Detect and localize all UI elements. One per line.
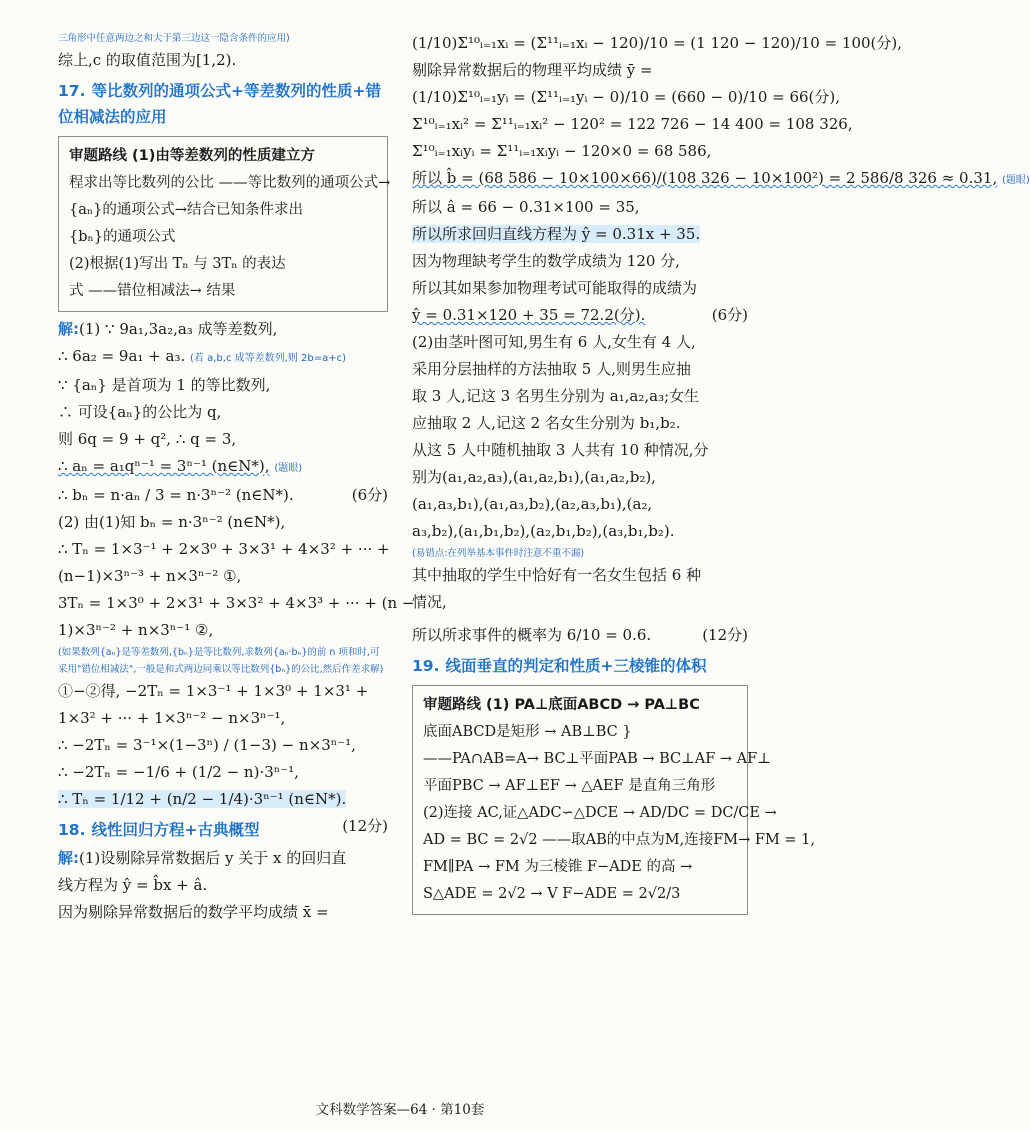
solution-label: 解: [58, 320, 79, 338]
q18-solution-line: 解:(1)设剔除异常数据后 y 关于 x 的回归直 [58, 849, 347, 867]
q19-route-line: 审题路线 (1) PA⊥底面ABCD → PA⊥BC [423, 697, 700, 713]
q18-continued-line: (1/10)Σ¹⁰ᵢ₌₁xᵢ = (Σ¹¹ᵢ₌₁xᵢ − 120)/10 = (1 120 − 120)/10 = 100(分), [412, 34, 903, 52]
q19-route-line: S△ADE = 2√2 → V F−ADE = 2√2/3 [423, 886, 681, 902]
q19-route-line: FM∥PA → FM 为三棱锥 F−ADE 的高 → [423, 859, 693, 875]
q17-solution-line: ∴ 可设{aₙ}的公比为 q, [58, 403, 222, 421]
q17-note-eq: (若 a,b,c 成等差数列,则 2b=a+c) [190, 353, 346, 364]
q17-route-line: 式 ——错位相减法→ 结果 [69, 283, 236, 299]
q18-continued-line: 剔除异常数据后的物理平均成绩 ȳ = [412, 61, 653, 79]
q17-score-12: (12分) [342, 817, 388, 835]
q18-continued-line: Σ¹⁰ᵢ₌₁xᵢ² = Σ¹¹ᵢ₌₁xᵢ² − 120² = 122 726 − 14 400 = 108 326, [412, 115, 853, 133]
q19-number: 19. [412, 657, 440, 675]
q19-route-line: 底面ABCD是矩形 → AB⊥BC } [423, 724, 632, 740]
q17-solution-line: ∴ 6a₂ = 9a₁ + a₃. (若 a,b,c 成等差数列,则 2b=a+c) [58, 347, 346, 365]
q17-solution-line: 解:(1) ∵ 9a₁,3a₂,a₃ 成等差数列, [58, 320, 278, 338]
q17-route-line: (2)根据(1)写出 Tₙ 与 3Tₙ 的表达 [69, 256, 286, 272]
q18-continued-line: (a₁,a₃,b₁),(a₁,a₃,b₂),(a₂,a₃,b₁),(a₂, [412, 495, 653, 513]
q18-continued-line: (2)由茎叶图可知,男生有 6 人,女生有 4 人, [412, 333, 696, 351]
q18-score-6: (6分) [711, 306, 748, 324]
q18-number: 18. [58, 821, 86, 839]
q17-solution-line: (2) 由(1)知 bₙ = n·3ⁿ⁻² (n∈N*), [58, 513, 286, 531]
q17-solution-line: ∴ Tₙ = 1×3⁻¹ + 2×3⁰ + 3×3¹ + 4×3² + ··· + [58, 540, 390, 558]
q17-heading [58, 78, 388, 130]
q19-route-line: 平面PBC → AF⊥EF → △AEF 是直角三角形 [423, 778, 716, 794]
q17-score-6: (6分) [351, 486, 388, 504]
q17-route-line: 程求出等比数列的公比 ——等比数列的通项公式→ [69, 175, 391, 191]
q18-continued-line: 情况, [412, 593, 447, 611]
q18-continued-line: 所以 b̂ = (68 586 − 10×100×66)/(108 326 − 10×100²) = 2 586/8 326 ≈ 0.31, (题眼) [412, 169, 1030, 187]
q18-continued-line: a₃,b₂),(a₁,b₁,b₂),(a₂,b₁,b₂),(a₃,b₁,b₂). [412, 522, 675, 540]
q19-route-line: ——PA∩AB=A→ BC⊥平面PAB → BC⊥AF → AF⊥ [423, 751, 771, 767]
q17-title-line1: 等比数列的通项公式+等差数列的性质+错 [91, 82, 381, 100]
q17-solution-line: (n−1)×3ⁿ⁻³ + n×3ⁿ⁻² ①, [58, 567, 242, 585]
q18-solution-line: 因为剔除异常数据后的数学平均成绩 x̄ = [58, 903, 329, 921]
q17-note-key: (题眼) [274, 463, 303, 474]
solution-label: 解: [58, 849, 79, 867]
q17-solution-line: 1)×3ⁿ⁻² + n×3ⁿ⁻¹ ②, [58, 621, 214, 639]
q18-continued-line: Σ¹⁰ᵢ₌₁xᵢyᵢ = Σ¹¹ᵢ₌₁xᵢyᵢ − 120×0 = 68 586, [412, 142, 712, 160]
page-footer: 文科数学答案—64 · 第10套 [315, 1102, 485, 1118]
q18-continued-line: 取 3 人,记这 3 名男生分别为 a₁,a₂,a₃;女生 [412, 387, 700, 405]
q17-number: 17. [58, 82, 86, 100]
q19-heading [412, 653, 748, 679]
q18-continued-line: 别为(a₁,a₂,a₃),(a₁,a₂,b₁),(a₁,a₂,b₂), [412, 468, 656, 486]
q17-note-long: (如果数列{aₙ}是等差数列,{bₙ}是等比数列,求数列{aₙ·bₙ}的前 n 项和时,可采用"错位相减法",一般是和式两边同乘以等比数列{bₙ}的公比,然后作差求解) [58, 647, 384, 675]
q19-route-box [412, 685, 816, 915]
left-column [58, 30, 415, 926]
q17-title-line2: 位相减法的应用 [58, 108, 167, 126]
q17-solution-line: 则 6q = 9 + q², ∴ q = 3, [58, 430, 237, 448]
q17-solution-line: ∴ −2Tₙ = −1/6 + (1/2 − n)·3ⁿ⁻¹, [58, 763, 299, 781]
q17-solution-line: ∴ Tₙ = 1/12 + (n/2 − 1/4)·3ⁿ⁻¹ (n∈N*). (12分) [58, 786, 388, 813]
q19-route-line: (2)连接 AC,证△ADC∽△DCE → AD/DC = DC/CE → [423, 805, 777, 821]
q17-route-line: {bₙ}的通项公式 [69, 229, 176, 245]
q18-continued-line: 从这 5 人中随机抽取 3 人共有 10 种情况,分 [412, 441, 709, 459]
q18-continued-line: 因为物理缺考学生的数学成绩为 120 分, [412, 252, 680, 270]
q17-solution-line: ∴ bₙ = n·aₙ / 3 = n·3ⁿ⁻² (n∈N*). (6分) [58, 482, 388, 509]
q18-score-12: (12分) [702, 626, 748, 644]
q18-continued-line: 应抽取 2 人,记这 2 名女生分别为 b₁,b₂. [412, 414, 681, 432]
q18-heading [58, 817, 388, 843]
conclusion-line: 综上,c 的取值范围为[1,2). [58, 51, 237, 69]
q17-solution-line: ∴ −2Tₙ = 3⁻¹×(1−3ⁿ) / (1−3) − n×3ⁿ⁻¹, [58, 736, 356, 754]
q17-solution-line: ∴ aₙ = a₁qⁿ⁻¹ = 3ⁿ⁻¹ (n∈N*), (题眼) [58, 457, 303, 475]
q18-continued-line: 所以所求回归直线方程为 ŷ = 0.31x + 35. [412, 225, 701, 243]
q17-solution-line: 3Tₙ = 1×3⁰ + 2×3¹ + 3×3² + 4×3³ + ··· + (n − [58, 594, 415, 612]
q17-solution-line: ①−②得, −2Tₙ = 1×3⁻¹ + 1×3⁰ + 1×3¹ + [58, 682, 369, 700]
q17-route-line: 审题路线 (1)由等差数列的性质建立方 [69, 148, 315, 164]
q18-continued-line: 采用分层抽样的方法抽取 5 人,则男生应抽 [412, 360, 691, 378]
q17-solution-line: 1×3² + ··· + 1×3ⁿ⁻² − n×3ⁿ⁻¹, [58, 709, 286, 727]
q18-note-key: (题眼) [1002, 175, 1030, 186]
q18-continued-line: 所以所求事件的概率为 6/10 = 0.6. (12分) [412, 622, 748, 649]
q18-solution-line: 线方程为 ŷ = b̂x + â. [58, 876, 208, 894]
q18-title: 线性回归方程+古典概型 [91, 821, 260, 839]
q18-continued-line: ŷ = 0.31×120 + 35 = 72.2(分). (6分) [412, 302, 748, 329]
q19-title: 线面垂直的判定和性质+三棱锥的体积 [445, 657, 707, 675]
right-column [412, 30, 1030, 919]
q18-note-error: (易错点:在列举基本事件时注意不重不漏) [412, 548, 585, 559]
q17-route-line: {aₙ}的通项公式→结合已知条件求出 [69, 202, 304, 218]
q18-continued-line: 所以其如果参加物理考试可能取得的成绩为 [412, 279, 698, 297]
q19-route-line: AD = BC = 2√2 ——取AB的中点为M,连接FM→ FM = 1, [423, 832, 816, 848]
q18-continued-line: 所以 â = 66 − 0.31×100 = 35, [412, 198, 640, 216]
q17-solution-line: ∵ {aₙ} 是首项为 1 的等比数列, [58, 376, 271, 394]
q18-continued-line: (1/10)Σ¹⁰ᵢ₌₁yᵢ = (Σ¹¹ᵢ₌₁yᵢ − 0)/10 = (660 − 0)/10 = 66(分), [412, 88, 841, 106]
q18-continued-line: 其中抽取的学生中恰好有一名女生包括 6 种 [412, 566, 702, 584]
top-note: 三角形中任意两边之和大于第三边这一隐含条件的应用) [58, 33, 290, 44]
q17-route-box [58, 136, 391, 312]
